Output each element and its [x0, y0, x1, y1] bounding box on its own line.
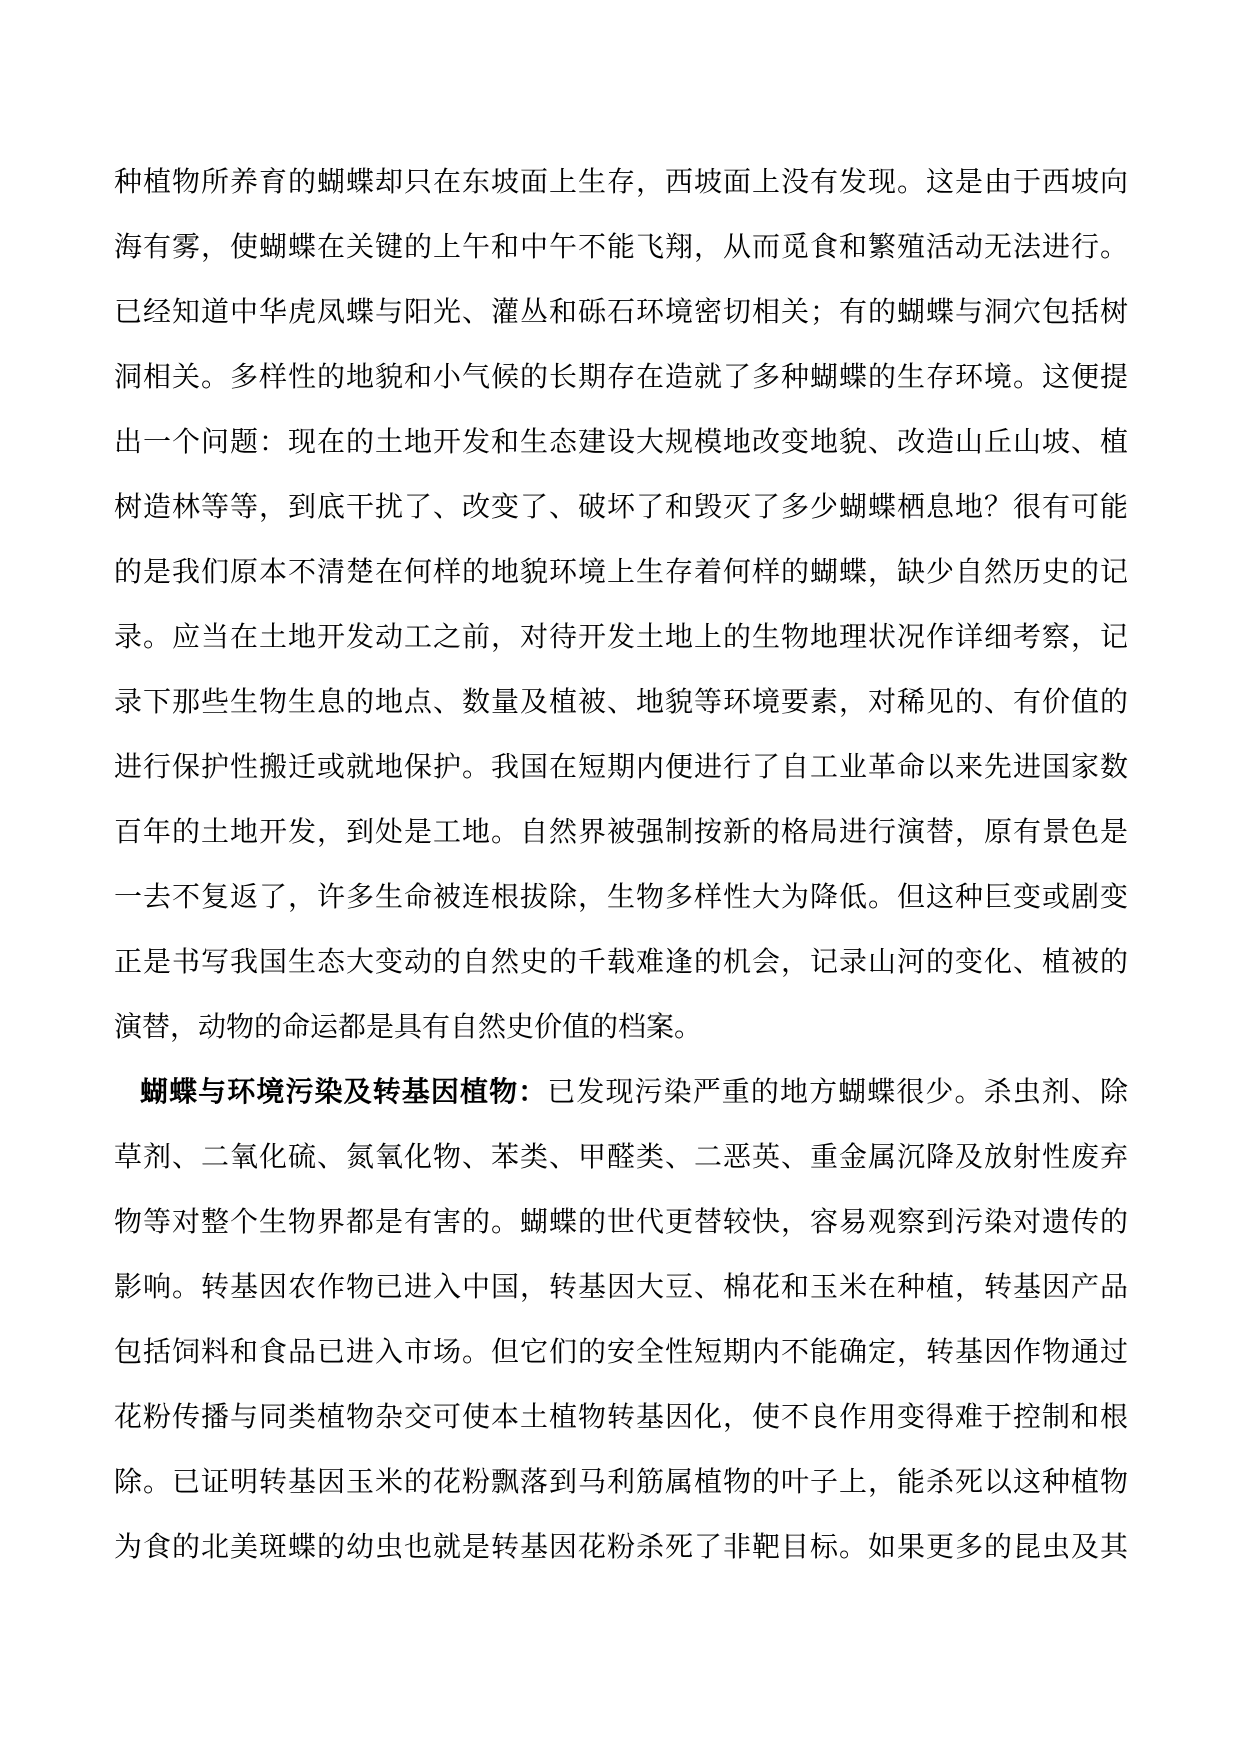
text-line: 海有雾，使蝴蝶在关键的上午和中午不能飞翔，从而觅食和繁殖活动无法进行。: [114, 232, 1128, 263]
text-line: 出一个问题：现在的土地开发和生态建设大规模地改变地貌、改造山丘山坡、植: [114, 427, 1128, 458]
text-line: 已经知道中华虎凤蝶与阳光、灌丛和砾石环境密切相关；有的蝴蝶与洞穴包括树: [114, 297, 1128, 328]
text-line: 录下那些生物生息的地点、数量及植被、地貌等环境要素，对稀见的、有价值的: [114, 687, 1128, 718]
text-line: 录。应当在土地开发动工之前，对待开发土地上的生物地理状况作详细考察，记: [114, 622, 1128, 653]
text-line: 百年的土地开发，到处是工地。自然界被强制按新的格局进行演替，原有景色是: [114, 817, 1128, 848]
text-line: 一去不复返了，许多生命被连根拔除，生物多样性大为降低。但这种巨变或剧变: [114, 882, 1128, 913]
text-line: 正是书写我国生态大变动的自然史的千载难逢的机会，记录山河的变化、植被的: [114, 947, 1128, 978]
text-line: [114, 1060, 1128, 1125]
heading-line-text: 已发现污染严重的地方蝴蝶很少。杀虫剂、除: [547, 1077, 1128, 1108]
text-line: 的是我们原本不清楚在何样的地貌环境上生存着何样的蝴蝶，缺少自然历史的记: [114, 557, 1128, 588]
paragraph-butterfly-habitat: [114, 150, 1128, 1060]
text-line: 花粉传播与同类植物杂交可使本土植物转基因化，使不良作用变得难于控制和根: [114, 1402, 1128, 1433]
section-heading: 蝴蝶与环境污染及转基因植物：: [140, 1077, 548, 1108]
text-line: 包括饲料和食品已进入市场。但它们的安全性短期内不能确定，转基因作物通过: [114, 1337, 1128, 1368]
text-line: 物等对整个生物界都是有害的。蝴蝶的世代更替较快，容易观察到污染对遗传的: [114, 1207, 1128, 1238]
text-line: 影响。转基因农作物已进入中国，转基因大豆、棉花和玉米在种植，转基因产品: [114, 1272, 1128, 1303]
text-line: 进行保护性搬迁或就地保护。我国在短期内便进行了自工业革命以来先进国家数: [114, 752, 1128, 783]
text-line: 树造林等等，到底干扰了、改变了、破坏了和毁灭了多少蝴蝶栖息地？很有可能: [114, 492, 1128, 523]
text-line: 种植物所养育的蝴蝶却只在东坡面上生存，西坡面上没有发现。这是由于西坡向: [114, 167, 1128, 198]
page-body-text: [114, 150, 1128, 1580]
text-line: 草剂、二氧化硫、氮氧化物、苯类、甲醛类、二恶英、重金属沉降及放射性废弃: [114, 1142, 1128, 1173]
paragraph-pollution-gmo: [114, 1060, 1128, 1580]
text-line: 洞相关。多样性的地貌和小气候的长期存在造就了多种蝴蝶的生存环境。这便提: [114, 362, 1128, 393]
text-line: 为食的北美斑蝶的幼虫也就是转基因花粉杀死了非靶目标。如果更多的昆虫及其: [114, 1532, 1128, 1563]
text-line: 除。已证明转基因玉米的花粉飘落到马利筋属植物的叶子上，能杀死以这种植物: [114, 1467, 1128, 1498]
text-line: 演替，动物的命运都是具有自然史价值的档案。: [114, 1012, 703, 1043]
